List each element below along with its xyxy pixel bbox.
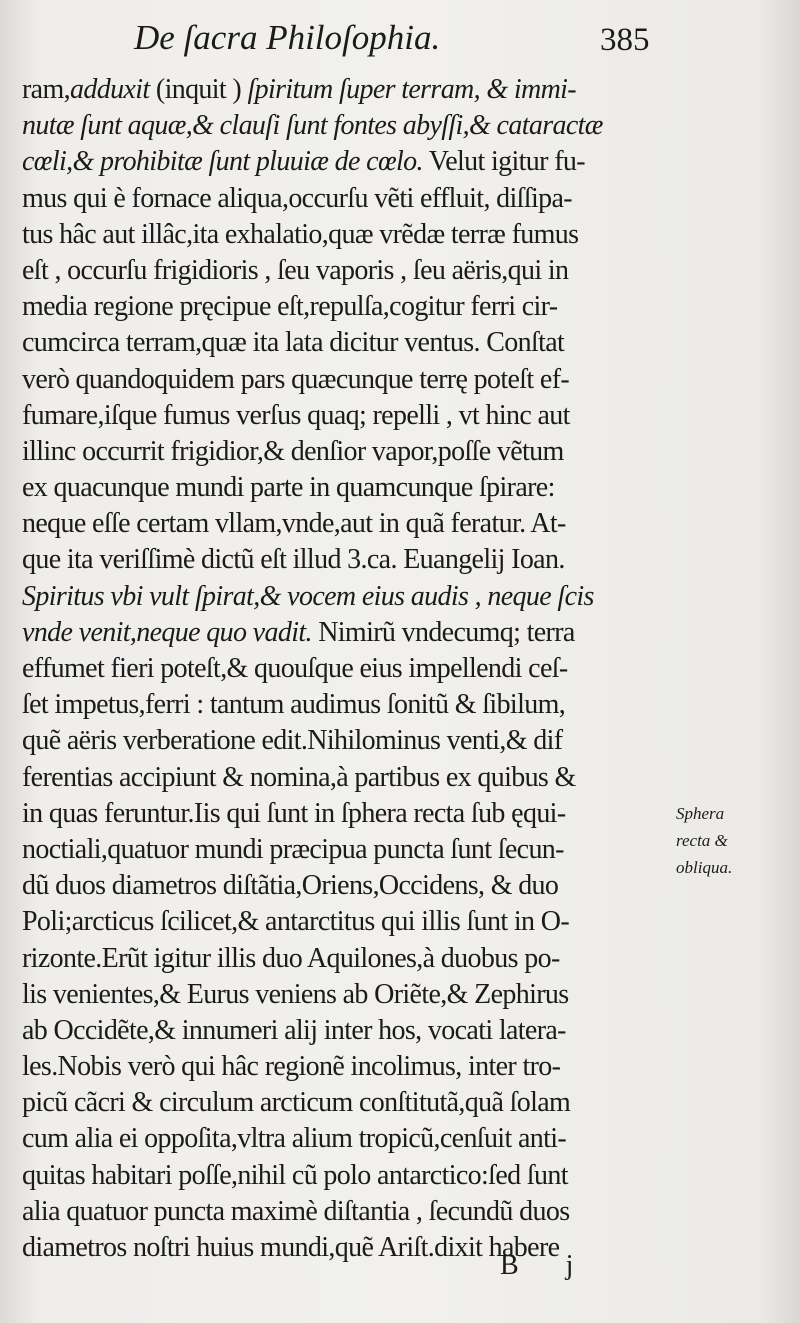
text-line xyxy=(22,506,670,542)
text-line xyxy=(22,579,670,615)
roman-segment: fumare,iſque fumus verſus quaq; repelli , vt hinc aut xyxy=(22,399,570,431)
page-header xyxy=(0,14,800,64)
roman-segment: effumet fieri poteſt,& quouſque eius impellendi ceſ- xyxy=(22,653,568,684)
roman-segment: Nimirũ vndecumq; terra xyxy=(311,616,575,648)
text-line xyxy=(22,1194,670,1230)
text-line xyxy=(22,723,670,759)
roman-segment: ex quacunque mundi parte in quamcunque ſpirare: xyxy=(22,472,555,504)
text-line xyxy=(22,615,670,651)
italic-segment: adduxit xyxy=(69,74,150,105)
signature-mark: B j xyxy=(500,1250,594,1281)
roman-segment: les.Nobis verò qui hâc regionẽ incolimus, inter tro- xyxy=(22,1051,561,1083)
text-line xyxy=(22,1158,670,1194)
text-line xyxy=(22,144,670,180)
roman-segment: ab Occidẽte,& innumeri alij inter hos, vocati latera- xyxy=(22,1014,566,1046)
text-line xyxy=(22,941,670,977)
text-line xyxy=(22,108,670,144)
roman-segment: alia quatuor puncta maximè diſtantia , ſecundũ duos xyxy=(22,1195,570,1227)
roman-segment: ram, xyxy=(22,74,70,105)
roman-segment: quitas habitari poſſe,nihil cũ polo antarctico:ſed ſunt xyxy=(22,1159,568,1191)
roman-segment: media regione pręcipue eſt,repulſa,cogitur ferri cir- xyxy=(22,291,558,323)
roman-segment: ferentias accipiunt & nomina,à partibus ex quibus & xyxy=(22,761,576,793)
roman-segment: quẽ aëris verberatione edit.Nihilominus venti,& dif xyxy=(22,725,563,757)
text-line xyxy=(22,1013,670,1049)
italic-segment: nutæ ſunt aquæ,& clauſi ſunt fontes abyſſi,& cataractæ xyxy=(22,110,603,142)
text-line xyxy=(22,325,670,361)
text-line xyxy=(22,253,670,289)
italic-segment: cœli,& prohibitæ ſunt pluuiæ de cœlo. xyxy=(22,146,423,178)
margin-note-line: recta & xyxy=(676,831,728,850)
text-line xyxy=(22,434,670,470)
roman-segment: mus qui è fornace aliqua,occurſu vẽti effluit, diſſipa- xyxy=(22,182,572,214)
page-number: 385 xyxy=(600,22,650,58)
text-line xyxy=(22,760,670,796)
text-line xyxy=(22,181,670,217)
roman-segment: que ita veriſſimè dictũ eſt illud 3.ca. Euangelij Ioan. xyxy=(22,544,565,576)
text-line xyxy=(22,1049,670,1085)
text-line xyxy=(22,289,670,325)
roman-segment: verò quandoquidem pars quæcunque terrę poteſt ef- xyxy=(22,363,570,395)
italic-segment: Spiritus vbi vult ſpirat,& vocem eius audis , neque ſcis xyxy=(22,580,594,612)
roman-segment: cumcirca terram,quæ ita lata dicitur ventus. Conſtat xyxy=(22,327,565,359)
text-line xyxy=(22,796,670,832)
text-line xyxy=(22,1085,670,1121)
text-line xyxy=(22,651,670,687)
roman-segment: neque eſſe certam vllam,vnde,aut in quã feratur. At- xyxy=(22,508,566,540)
roman-segment: diametros noſtri huius mundi,quẽ Ariſt.dixit habere xyxy=(22,1232,560,1263)
body-text xyxy=(22,72,670,1266)
text-line xyxy=(22,832,670,868)
text-line xyxy=(22,868,670,904)
margin-note-line: obliqua. xyxy=(676,858,733,877)
text-line xyxy=(22,362,670,398)
text-line xyxy=(22,398,670,434)
text-line xyxy=(22,977,670,1013)
roman-segment: tus hâc aut illâc,ita exhalatio,quæ vrẽdæ terræ fumus xyxy=(22,218,579,250)
roman-segment: (inquit ) xyxy=(149,74,248,105)
margin-note xyxy=(676,800,796,881)
italic-segment: ſpiritum ſuper terram, & immi- xyxy=(247,74,576,105)
text-line xyxy=(22,542,670,578)
text-line xyxy=(22,470,670,506)
text-line xyxy=(22,1121,670,1157)
roman-segment: picũ cãcri & circulum arcticum conſtitutã,quã ſolam xyxy=(22,1087,571,1119)
roman-segment: illinc occurrit frigidior,& denſior vapor,poſſe vẽtum xyxy=(22,435,564,467)
roman-segment: lis venientes,& Eurus veniens ab Oriẽte,& Zephirus xyxy=(22,978,569,1010)
roman-segment: Poli;arcticus ſcilicet,& antarctitus qui illis ſunt in O- xyxy=(22,906,570,938)
text-line xyxy=(22,217,670,253)
roman-segment: Velut igitur fu- xyxy=(422,146,585,178)
roman-segment: dũ duos diametros diſtãtia,Oriens,Occidens, & duo xyxy=(22,870,559,902)
running-title: De ſacra Philoſophia. xyxy=(134,18,441,57)
roman-segment: cum alia ei oppoſita,vltra alium tropicũ,cenſuit anti- xyxy=(22,1123,567,1155)
italic-segment: vnde venit,neque quo vadit. xyxy=(22,616,312,648)
roman-segment: eſt , occurſu frigidioris , ſeu vaporis , ſeu aëris,qui in xyxy=(22,254,569,286)
roman-segment: in quas feruntur.Iis qui ſunt in ſphera recta ſub ęqui- xyxy=(22,797,566,829)
roman-segment: ſet impetus,ferri : tantum audimus ſonitũ & ſibilum, xyxy=(22,689,566,721)
text-line xyxy=(22,687,670,723)
text-line xyxy=(22,72,670,108)
roman-segment: rizonte.Erũt igitur illis duo Aquilones,à duobus po- xyxy=(22,942,560,974)
roman-segment: noctiali,quatuor mundi præcipua puncta ſunt ſecun- xyxy=(22,833,564,865)
text-line xyxy=(22,904,670,940)
margin-note-line: Sphera xyxy=(676,804,725,823)
